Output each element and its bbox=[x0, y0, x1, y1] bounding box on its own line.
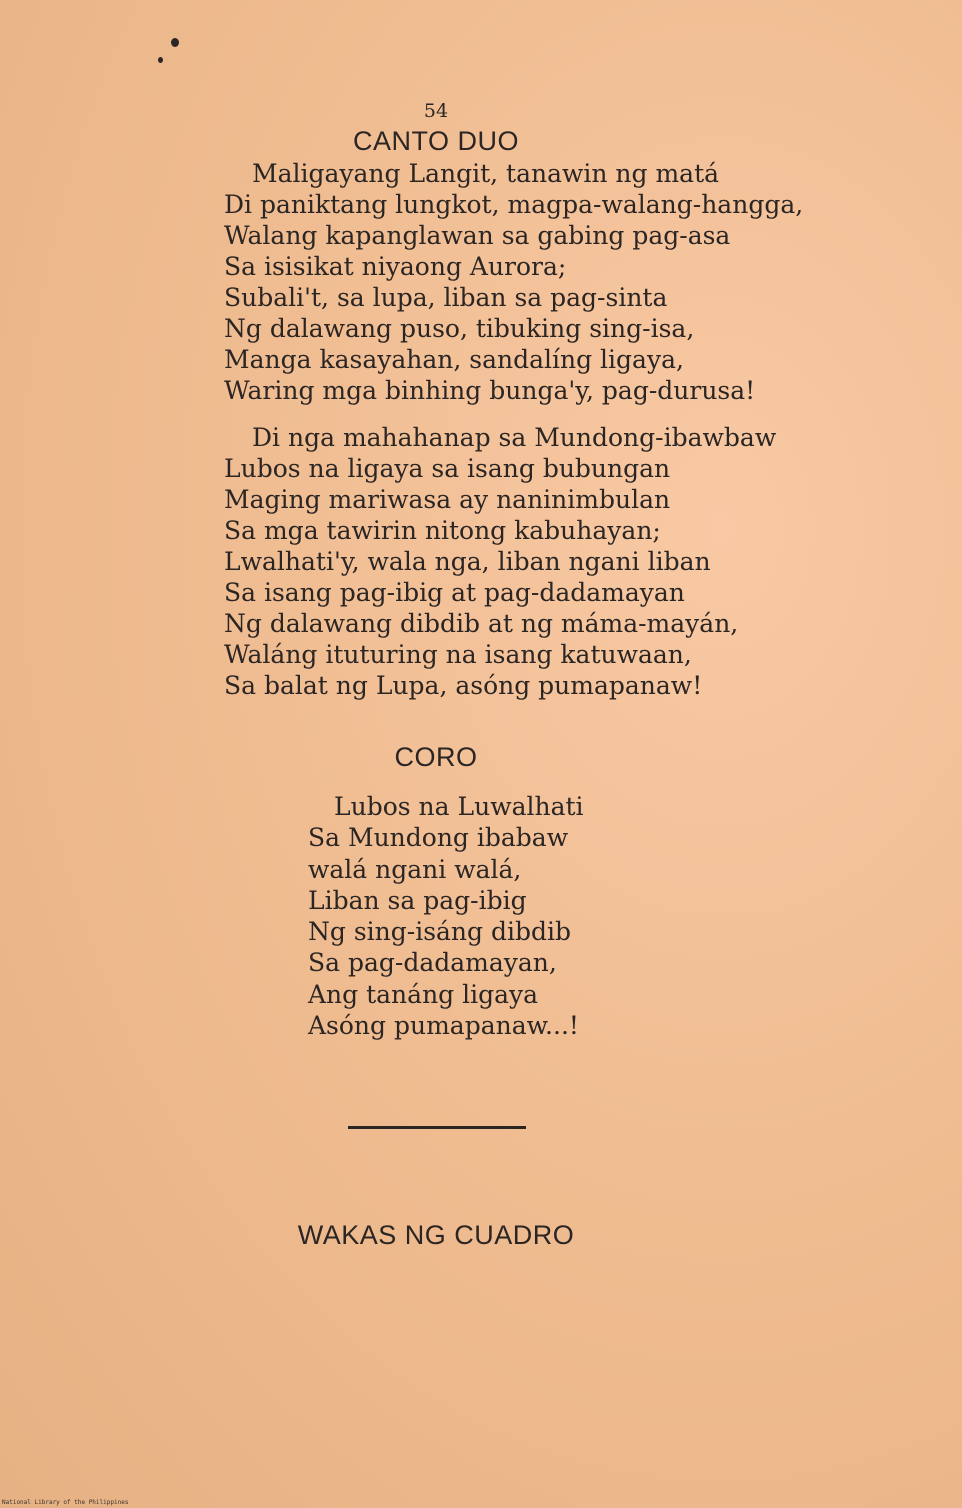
verse-line: Di paniktang lungkot, magpa-walang-hangga, bbox=[224, 190, 804, 219]
verse-line: Ng dalawang dibdib at ng máma-mayán, bbox=[224, 609, 739, 638]
verse-line: Lubos na Luwalhati bbox=[334, 792, 584, 821]
verse-line: Ng dalawang puso, tibuking sing-isa, bbox=[224, 314, 695, 343]
stanza-1 bbox=[224, 158, 924, 406]
verse-line: Sa mga tawirin nitong kabuhayan; bbox=[224, 516, 661, 545]
verse-line: Maligayang Langit, tanawin ng matá bbox=[252, 159, 720, 188]
coro-title: CORO bbox=[394, 742, 478, 772]
verse-line: Sa pag-dadamayan, bbox=[308, 948, 557, 978]
ink-speck bbox=[158, 57, 163, 63]
verse-line: Waláng ituturing na isang katuwaan, bbox=[224, 640, 692, 669]
section-divider bbox=[348, 1126, 526, 1129]
verse-line: Manga kasayahan, sandalíng ligaya, bbox=[224, 345, 684, 374]
verse-line: walá ngani walá, bbox=[308, 854, 522, 884]
verse-line: Walang kapanglawan sa gabing pag-asa bbox=[224, 221, 731, 250]
verse-line: Di nga mahahanap sa Mundong-ibawbaw bbox=[252, 423, 777, 452]
verse-line: Sa balat ng Lupa, asóng pumapanaw! bbox=[224, 671, 703, 700]
ink-speck bbox=[171, 38, 179, 47]
verse-line: Maging mariwasa ay naninimbulan bbox=[224, 485, 671, 514]
verse-line: Ang tanáng ligaya bbox=[308, 979, 539, 1009]
canto-title: CANTO DUO bbox=[352, 126, 519, 156]
footer-credit: National Library of the Philippines bbox=[2, 1499, 129, 1506]
stanza-2 bbox=[224, 422, 924, 701]
closing-title: WAKAS NG CUADRO bbox=[297, 1220, 575, 1250]
verse-line: Asóng pumapanaw...! bbox=[308, 1011, 579, 1041]
verse-line: Ng sing-isáng dibdib bbox=[308, 917, 571, 947]
verse-line: Lwalhati'y, wala nga, liban ngani liban bbox=[224, 547, 711, 576]
verse-line: Subali't, sa lupa, liban sa pag-sinta bbox=[224, 283, 668, 312]
verse-line: Waring mga binhing bunga'y, pag-durusa! bbox=[224, 376, 756, 405]
coro-stanza bbox=[308, 791, 808, 1041]
verse-line: Sa Mundong ibabaw bbox=[308, 823, 569, 853]
verse-line: Sa isisikat niyaong Aurora; bbox=[224, 252, 567, 281]
page-number: 54 bbox=[423, 100, 449, 122]
verse-line: Sa isang pag-ibig at pag-dadamayan bbox=[224, 578, 685, 607]
verse-line: Liban sa pag-ibig bbox=[308, 885, 527, 915]
verse-line: Lubos na ligaya sa isang bubungan bbox=[224, 454, 671, 483]
